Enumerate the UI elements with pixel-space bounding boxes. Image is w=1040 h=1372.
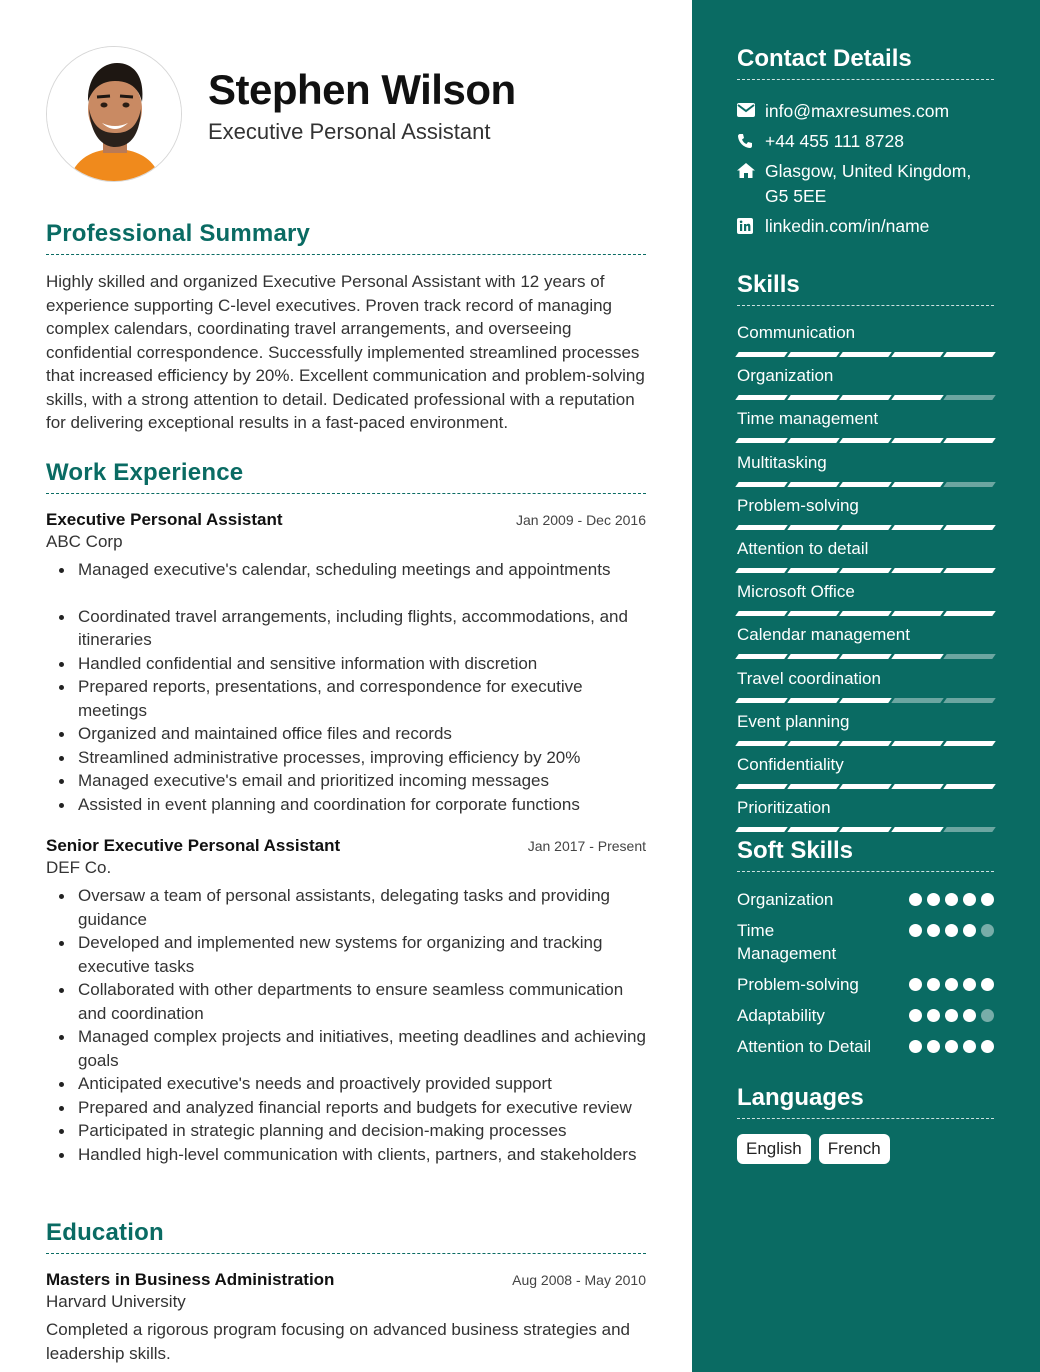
skill-level-segment [735, 395, 788, 400]
rating-dot [981, 978, 994, 991]
address-text: Glasgow, United Kingdom, G5 5EE [765, 161, 972, 206]
soft-skill-rating [909, 888, 994, 906]
contact-linkedin[interactable] [737, 214, 994, 239]
skill-level-segment [943, 698, 996, 703]
skill-level-bar [737, 654, 994, 659]
skill-level-segment [943, 525, 996, 530]
skill-level-segment [839, 827, 892, 832]
skill-level-bar [737, 741, 994, 746]
soft-skill-item [737, 888, 994, 911]
education-dates: Aug 2008 - May 2010 [512, 1272, 646, 1288]
skill-level-segment [787, 482, 840, 487]
job-company: ABC Corp [46, 532, 123, 551]
skill-item [737, 581, 994, 624]
skill-level-segment [735, 611, 788, 616]
skill-level-segment [735, 784, 788, 789]
skill-level-segment [891, 568, 944, 573]
avatar [46, 46, 182, 182]
list-item: Handled confidential and sensitive information with discretion [46, 652, 646, 676]
contact-heading: Contact Details [737, 45, 994, 80]
skill-level-segment [839, 482, 892, 487]
rating-dot [945, 1040, 958, 1053]
soft-skill-rating [909, 919, 994, 937]
list-item: Managed executive's calendar, scheduling meetings and appointments [46, 558, 646, 582]
skill-level-bar [737, 698, 994, 703]
skill-name: Microsoft Office [737, 582, 855, 602]
skill-name: Event planning [737, 711, 850, 731]
rating-dot [981, 924, 994, 937]
skills-list [737, 322, 994, 840]
candidate-title: Executive Personal Assistant [208, 119, 491, 144]
job-dates: Jan 2017 - Present [527, 838, 646, 854]
list-item: Managed executive's email and prioritized incoming messages [46, 769, 646, 793]
skill-level-bar [737, 784, 994, 789]
contact-email[interactable] [737, 99, 994, 124]
soft-skill-item [737, 1004, 994, 1027]
list-item: Organized and maintained office files and records [46, 722, 646, 746]
skill-level-segment [891, 741, 944, 746]
skill-name: Calendar management [737, 625, 910, 645]
skill-level-segment [943, 611, 996, 616]
skill-level-segment [735, 827, 788, 832]
contact-list [737, 99, 994, 239]
rating-dot [981, 893, 994, 906]
rating-dot [963, 978, 976, 991]
sidebar [692, 0, 1040, 1372]
skill-level-segment [735, 568, 788, 573]
rating-dot [927, 978, 940, 991]
home-icon [737, 159, 765, 178]
skill-name: Attention to detail [737, 538, 869, 558]
languages-list [737, 1134, 890, 1164]
skill-level-segment [839, 568, 892, 573]
rating-dot [981, 1009, 994, 1022]
education-entry [46, 1270, 646, 1366]
skill-name: Travel coordination [737, 668, 881, 688]
school: Harvard University [46, 1292, 186, 1311]
skill-level-segment [839, 784, 892, 789]
rating-dot [909, 978, 922, 991]
skill-level-segment [943, 784, 996, 789]
list-item: Participated in strategic planning and decision-making processes [46, 1119, 646, 1143]
rating-dot [945, 893, 958, 906]
skill-level-segment [891, 482, 944, 487]
phone-text: +44 455 111 8728 [765, 131, 905, 151]
soft-skill-rating [909, 1035, 994, 1053]
job-dates: Jan 2009 - Dec 2016 [516, 512, 646, 528]
skill-level-segment [735, 352, 788, 357]
education-heading: Education [46, 1219, 646, 1254]
skill-level-segment [943, 741, 996, 746]
skill-item [737, 408, 994, 451]
summary-text: Highly skilled and organized Executive Personal Assistant with 12 years of experience supporting C-level executives. Proven track record of managing complex calendars, coordinating travel arrangements, and overseeing confidential correspondence. Successfully implemented streamlined processes that increased efficiency by 20%. Excellent communication and problem-solving skills, with a strong attention to detail. Dedicated professional with a reputation for delivering exceptional results in a fast-paced environment. [46, 272, 645, 432]
soft-skill-name: Problem-solving [737, 975, 859, 994]
skill-name: Problem-solving [737, 495, 859, 515]
rating-dot [927, 924, 940, 937]
skill-level-segment [787, 611, 840, 616]
skill-name: Multitasking [737, 452, 827, 472]
skill-level-segment [943, 568, 996, 573]
skill-level-segment [943, 654, 996, 659]
skill-level-segment [787, 525, 840, 530]
rating-dot [963, 1040, 976, 1053]
skill-level-bar [737, 438, 994, 443]
rating-dot [909, 1040, 922, 1053]
list-item: Prepared reports, presentations, and correspondence for executive meetings [46, 675, 646, 722]
skill-level-segment [839, 654, 892, 659]
job-role: Executive Personal Assistant [46, 510, 283, 529]
skill-level-segment [839, 438, 892, 443]
skill-level-segment [943, 482, 996, 487]
rating-dot [945, 924, 958, 937]
skill-level-segment [787, 741, 840, 746]
skill-item [737, 538, 994, 581]
skill-level-segment [735, 741, 788, 746]
job-role: Senior Executive Personal Assistant [46, 836, 341, 855]
list-item: Handled high-level communication with clients, partners, and stakeholders [46, 1143, 646, 1167]
rating-dot [945, 978, 958, 991]
skill-name: Organization [737, 366, 834, 386]
rating-dot [945, 1009, 958, 1022]
skill-level-segment [943, 438, 996, 443]
skill-item [737, 797, 994, 840]
rating-dot [963, 893, 976, 906]
rating-dot [927, 1009, 940, 1022]
skill-name: Prioritization [737, 798, 831, 818]
skill-level-bar [737, 611, 994, 616]
skill-level-segment [839, 611, 892, 616]
skill-name: Communication [737, 323, 856, 342]
soft-skill-name: Organization [737, 890, 834, 909]
skill-level-segment [839, 352, 892, 357]
degree: Masters in Business Administration [46, 1270, 335, 1289]
soft-skill-item [737, 919, 994, 965]
skill-level-segment [787, 395, 840, 400]
skill-item [737, 624, 994, 667]
skill-level-segment [943, 352, 996, 357]
rating-dot [963, 924, 976, 937]
list-item: Assisted in event planning and coordination for corporate functions [46, 793, 646, 817]
language-chip: English [737, 1134, 811, 1164]
skill-level-segment [787, 438, 840, 443]
skill-level-segment [787, 784, 840, 789]
skill-item [737, 452, 994, 495]
profile-photo [47, 47, 182, 182]
skill-item [737, 668, 994, 711]
rating-dot [927, 893, 940, 906]
skill-name: Time management [737, 409, 879, 429]
skill-level-bar [737, 568, 994, 573]
soft-skill-name: Time Management [737, 921, 837, 963]
skill-level-segment [735, 654, 788, 659]
skill-level-segment [891, 395, 944, 400]
contact-phone[interactable] [737, 129, 994, 154]
skill-level-segment [787, 352, 840, 357]
job-entry [46, 836, 646, 1166]
linkedin-icon [737, 214, 765, 234]
skill-level-segment [839, 525, 892, 530]
rating-dot [981, 1040, 994, 1053]
phone-icon [737, 129, 765, 149]
skill-level-bar [737, 827, 994, 832]
soft-skills-heading: Soft Skills [737, 837, 994, 872]
soft-skill-name: Attention to Detail [737, 1037, 872, 1056]
skill-level-segment [787, 654, 840, 659]
skill-level-segment [735, 482, 788, 487]
envelope-icon [737, 99, 765, 117]
list-item: Coordinated travel arrangements, including flights, accommodations, and itineraries [46, 605, 646, 652]
list-item: Collaborated with other departments to ensure seamless communication and coordination [46, 978, 646, 1025]
languages-heading: Languages [737, 1084, 994, 1119]
summary-heading: Professional Summary [46, 220, 646, 255]
skill-level-segment [735, 698, 788, 703]
skill-level-segment [839, 698, 892, 703]
soft-skill-rating [909, 1004, 994, 1022]
soft-skill-name: Adaptability [737, 1006, 825, 1025]
soft-skill-item [737, 1035, 994, 1058]
rating-dot [963, 1009, 976, 1022]
list-item: Developed and implemented new systems for organizing and tracking executive tasks [46, 931, 646, 978]
skill-level-segment [735, 438, 788, 443]
soft-skill-rating [909, 973, 994, 991]
skill-level-segment [891, 827, 944, 832]
skill-level-segment [787, 568, 840, 573]
rating-dot [909, 893, 922, 906]
skill-level-bar [737, 482, 994, 487]
skill-level-segment [787, 698, 840, 703]
job-company: DEF Co. [46, 858, 112, 877]
contact-address [737, 159, 994, 209]
skill-level-segment [735, 525, 788, 530]
skill-level-segment [839, 395, 892, 400]
rating-dot [909, 1009, 922, 1022]
education-description: Completed a rigorous program focusing on advanced business strategies and leadership skills. [46, 1320, 631, 1363]
list-item: Managed complex projects and initiatives, meeting deadlines and achieving goals [46, 1025, 646, 1072]
skill-item [737, 365, 994, 408]
skill-level-segment [891, 784, 944, 789]
list-item: Streamlined administrative processes, improving efficiency by 20% [46, 746, 646, 770]
skill-level-segment [891, 611, 944, 616]
skill-level-segment [943, 395, 996, 400]
email-text: info@maxresumes.com [765, 101, 950, 121]
skill-level-segment [891, 352, 944, 357]
candidate-name: Stephen Wilson [208, 66, 516, 113]
skill-item [737, 711, 994, 754]
skill-level-segment [891, 438, 944, 443]
skill-level-segment [891, 654, 944, 659]
skill-item [737, 322, 994, 365]
skill-level-bar [737, 395, 994, 400]
job-bullets [46, 558, 646, 816]
rating-dot [927, 1040, 940, 1053]
soft-skill-item [737, 973, 994, 996]
job-bullets [46, 884, 646, 1166]
language-chip: French [819, 1134, 890, 1164]
list-item: Oversaw a team of personal assistants, delegating tasks and providing guidance [46, 884, 646, 931]
list-item: Prepared and analyzed financial reports and budgets for executive review [46, 1096, 646, 1120]
linkedin-text: linkedin.com/in/name [765, 216, 930, 236]
skill-item [737, 754, 994, 797]
skill-level-bar [737, 352, 994, 357]
skill-level-segment [891, 698, 944, 703]
skill-level-segment [839, 741, 892, 746]
skill-level-segment [943, 827, 996, 832]
rating-dot [909, 924, 922, 937]
skill-level-segment [891, 525, 944, 530]
skills-heading: Skills [737, 271, 994, 306]
experience-heading: Work Experience [46, 459, 646, 494]
skill-level-bar [737, 525, 994, 530]
job-entry [46, 510, 646, 816]
soft-skills-list [737, 888, 994, 1066]
skill-item [737, 495, 994, 538]
skill-name: Confidentiality [737, 754, 844, 774]
skill-level-segment [787, 827, 840, 832]
list-item: Anticipated executive's needs and proactively provided support [46, 1072, 646, 1096]
